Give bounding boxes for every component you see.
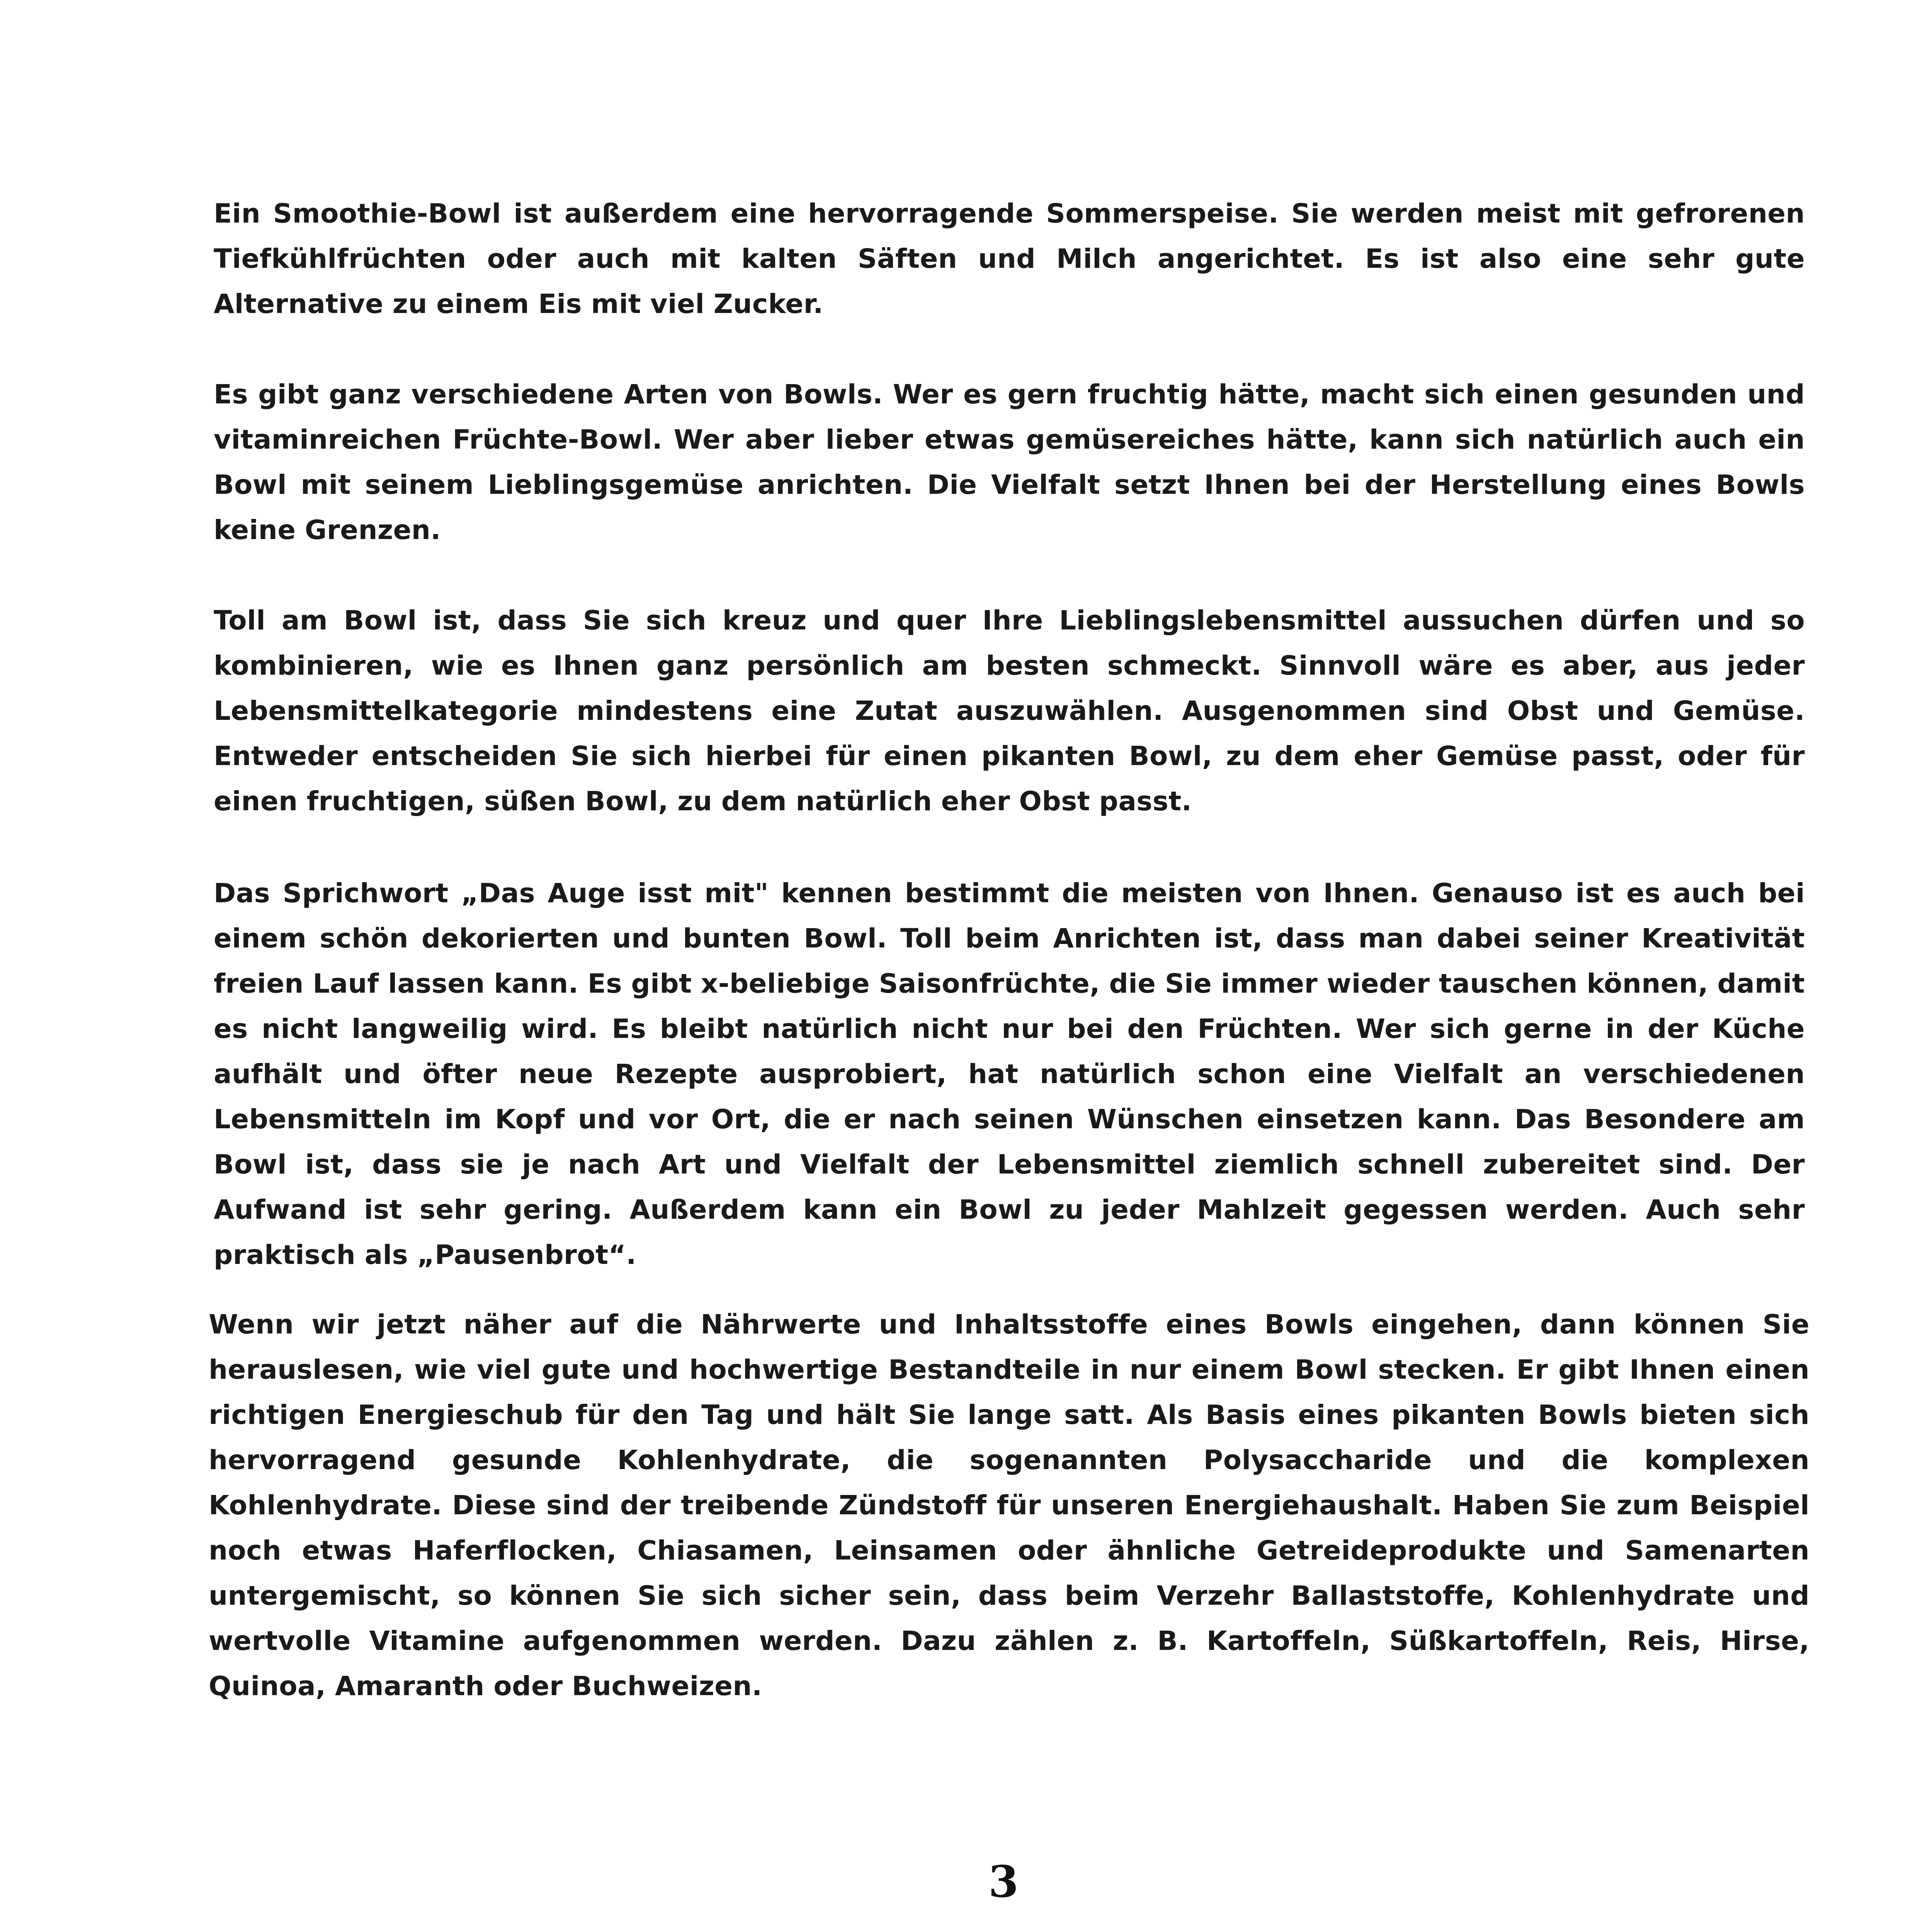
paragraph-smoothie-bowl-summer: Ein Smoothie-Bowl ist außerdem eine hervorragende Sommerspeise. Sie werden meist mit gefrorenen Tiefkühlfrüchten oder auch mit kalten Säften und Milch angerichtet. Es ist also eine sehr gute Alternative zu einem Eis mit viel Zucker.: [214, 198, 1805, 320]
paragraph-bowl-types: Es gibt ganz verschiedene Arten von Bowls. Wer es gern fruchtig hätte, macht sich einen gesunden und vitaminreichen Früchte-Bowl. Wer aber lieber etwas gemüsereiches hätte, kann sich natürlich auch ein Bowl mit seinem Lieblingsgemüse anrichten. Die Vielfalt setzt Ihnen bei der Herstellung eines Bowls keine Grenzen.: [214, 379, 1805, 546]
paragraph-food-combination: Toll am Bowl ist, dass Sie sich kreuz und quer Ihre Lieblingslebensmittel aussuchen dürfen und so kombinieren, wie es Ihnen ganz persönlich am besten schmeckt. Sinnvoll wäre es aber, aus jeder Lebensmittelkategorie mindestens eine Zutat auszuwählen. Ausgenommen sind Obst und Gemüse. Entweder entscheiden Sie sich hierbei für einen pikanten Bowl, zu dem eher Gemüse passt, oder für einen fruchtigen, süßen Bowl, zu dem natürlich eher Obst passt.: [214, 605, 1805, 817]
page-number: 3: [988, 1857, 1019, 1907]
paragraph-presentation: Das Sprichwort „Das Auge isst mit" kennen bestimmt die meisten von Ihnen. Genauso ist es auch bei einem schön dekorierten und bunten Bowl. Toll beim Anrichten ist, dass man dabei seiner Kreativität freien Lauf lassen kann. Es gibt x-beliebige Saisonfrüchte, die Sie immer wieder tauschen können, damit es nicht langweilig wird. Es bleibt natürlich nicht nur bei den Früchten. Wer sich gerne in der Küche aufhält und öfter neue Rezepte ausprobiert, hat natürlich schon eine Vielfalt an verschiedenen Lebensmitteln im Kopf und vor Ort, die er nach seinen Wünschen einsetzen kann. Das Besondere am Bowl ist, dass sie je nach Art und Vielfalt der Lebensmittel ziemlich schnell zubereitet sind. Der Aufwand ist sehr gering. Außerdem kann ein Bowl zu jeder Mahlzeit gegessen werden. Auch sehr praktisch als „Pausenbrot“.: [214, 878, 1805, 1270]
paragraph-nutrients: Wenn wir jetzt näher auf die Nährwerte und Inhaltsstoffe eines Bowls eingehen, dann können Sie herauslesen, wie viel gute und hochwertige Bestandteile in nur einem Bowl stecken. Er gibt Ihnen einen richtigen Energieschub für den Tag und hält Sie lange satt. Als Basis eines pikanten Bowls bieten sich hervorragend gesunde Kohlenhydrate, die sogenannten Polysaccharide und die komplexen Kohlenhydrate. Diese sind der treibende Zündstoff für unseren Energiehaushalt. Haben Sie zum Beispiel noch etwas Haferflocken, Chiasamen, Leinsamen oder ähnliche Getreideprodukte und Samenarten untergemischt, so können Sie sich sicher sein, dass beim Verzehr Ballaststoffe, Kohlenhydrate und wertvolle Vitamine aufgenommen werden. Dazu zählen z. B. Kartoffeln, Süßkartoffeln, Reis, Hirse, Quinoa, Amaranth oder Buchweizen.: [209, 1309, 1810, 1702]
